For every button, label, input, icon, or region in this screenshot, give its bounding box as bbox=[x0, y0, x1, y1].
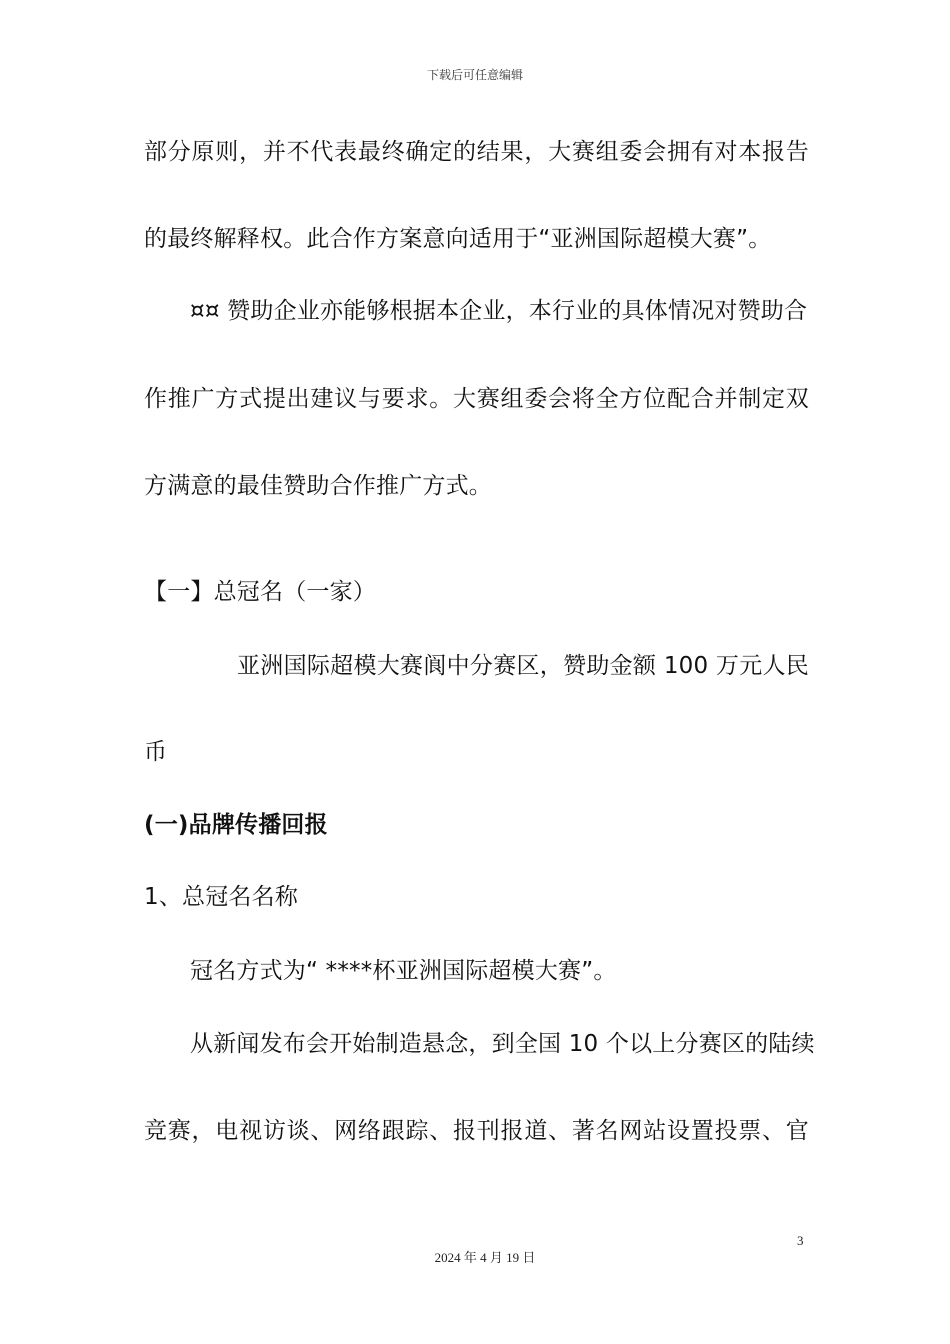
paragraph-line: 部分原则，并不代表最终确定的结果，大赛组委会拥有对本报告 bbox=[144, 139, 809, 165]
page-header: 下载后可任意编辑 bbox=[426, 68, 523, 82]
paragraph-line: 从新闻发布会开始制造悬念，到全国 10 个以上分赛区的陆续 bbox=[190, 1031, 815, 1057]
paragraph-line: 竞赛，电视访谈、网络跟踪、报刊报道、著名网站设置投票、官 bbox=[144, 1118, 809, 1144]
page-number: 3 bbox=[797, 1233, 804, 1248]
paragraph-line: 的最终解释权。此合作方案意向适用于“亚洲国际超模大赛”。 bbox=[144, 226, 772, 252]
footer-date: 2024 年 4 月 19 日 bbox=[434, 1250, 536, 1265]
paragraph-line: 币 bbox=[144, 739, 168, 765]
paragraph-line: 作推广方式提出建议与要求。大赛组委会将全方位配合并制定双 bbox=[144, 386, 809, 412]
paragraph-line: 亚洲国际超模大赛阆中分赛区，赞助金额 100 万元人民 bbox=[237, 653, 809, 679]
paragraph-line: ¤¤ 赞助企业亦能够根据本企业，本行业的具体情况对赞助合 bbox=[190, 298, 808, 324]
section-heading: 【一】总冠名（一家） bbox=[144, 579, 376, 605]
item-title: 1、总冠名名称 bbox=[144, 884, 299, 910]
paragraph-line: 冠名方式为“ ****杯亚洲国际超模大赛”。 bbox=[190, 958, 617, 984]
subheading: (一)品牌传播回报 bbox=[144, 812, 328, 838]
paragraph-line: 方满意的最佳赞助合作推广方式。 bbox=[144, 473, 492, 499]
